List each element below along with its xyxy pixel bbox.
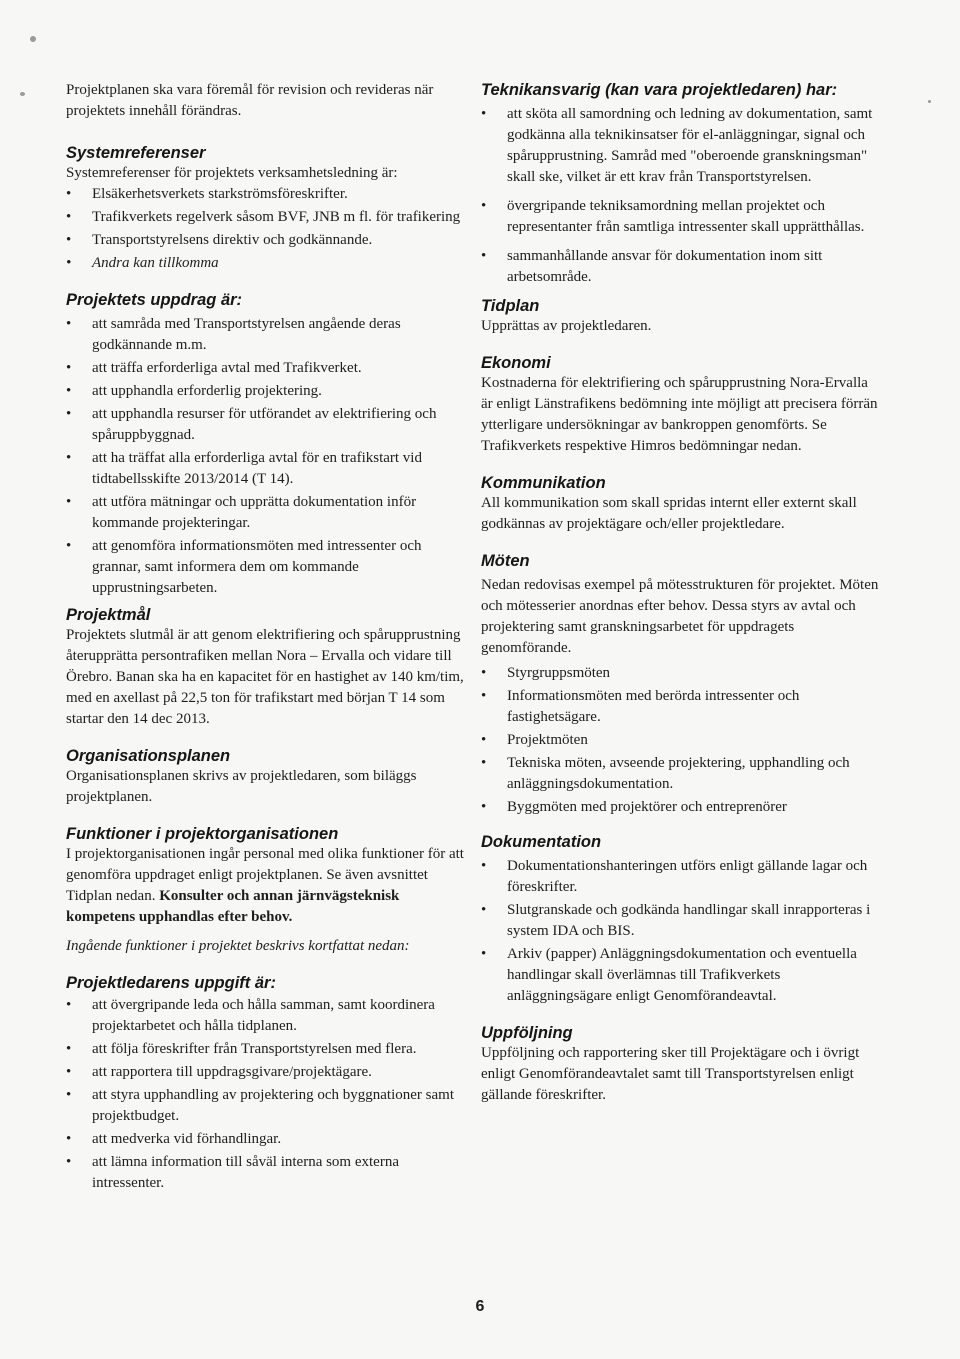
intro-paragraph: Projektplanen ska vara föremål för revision och revideras när projektets innehåll förändras. — [66, 82, 434, 119]
list-item: • Byggmöten med projektörer och entreprenörer — [481, 797, 881, 818]
list-item: • att upphandla resurser för utförandet av elektrifiering och spåruppbyggnad. — [66, 404, 466, 446]
list-item: • Dokumentationshanteringen utförs enligt gällande lagar och föreskrifter. — [481, 856, 881, 898]
list-item: • Trafikverkets regelverk såsom BVF, JNB m fl. för trafikering — [66, 207, 466, 228]
kommunikation-text: All kommunikation som skall spridas internt eller externt skall godkännas av projektägare och/eller projektledare. — [481, 495, 857, 532]
ledarens-uppgift-heading: Projektledarens uppgift är: — [66, 974, 276, 992]
scan-speck — [30, 36, 36, 42]
list-item: • sammanhållande ansvar för dokumentation inom sitt arbetsområde. — [481, 246, 881, 288]
teknikansvarig-list — [481, 104, 881, 288]
dokumentation-list — [481, 856, 881, 1007]
list-item: • att styra upphandling av projektering och byggnationer samt projektbudget. — [66, 1085, 466, 1127]
funktioner-heading: Funktioner i projektorganisationen — [66, 825, 339, 843]
funktioner-text — [66, 844, 466, 928]
organisationsplanen-heading: Organisationsplanen — [66, 747, 231, 765]
left-column — [66, 80, 466, 1196]
ekonomi-text: Kostnaderna för elektrifiering och spårupprustning Nora-Ervalla är enligt Länstrafikens bedömning inte möjligt att precisera förrän ytterligare undersökningar av bankroppen genomförts. Se Trafikverkets respektive Himros bedömningar nedan. — [481, 375, 878, 454]
moten-list — [481, 663, 881, 818]
list-item: • att samråda med Transportstyrelsen angående deras godkännande m.m. — [66, 314, 466, 356]
funktioner-text-bold: Konsulter och annan järnvägsteknisk kompetens upphandlas efter behov. — [66, 888, 400, 925]
list-item: • att utföra mätningar och upprätta dokumentation inför kommande projekteringar. — [66, 492, 466, 534]
list-item: • att träffa erforderliga avtal med Trafikverket. — [66, 358, 466, 379]
tidplan-text: Upprättas av projektledaren. — [481, 318, 652, 334]
list-item: • att medverka vid förhandlingar. — [66, 1129, 466, 1150]
funktioner-text-body: I projektorganisationen ingår personal med olika funktioner för att genomföra uppdraget enligt projektplanen. Se även avsnittet Tidplan nedan. — [66, 846, 464, 904]
list-item: • Slutgranskade och godkända handlingar skall inrapporteras i system IDA och BIS. — [481, 900, 881, 942]
list-item: • att ha träffat alla erforderliga avtal för en trafikstart vid tidtabellsskifte 2013/2014 (T 14). — [66, 448, 466, 490]
ledarens-uppgift-list — [66, 995, 466, 1194]
list-item: • att följa föreskrifter från Transportstyrelsen med flera. — [66, 1039, 466, 1060]
list-item: • övergripande tekniksamordning mellan projektet och representanter från samtliga intressenter skall upprätthållas. — [481, 196, 881, 238]
list-item: • Tekniska möten, avseende projektering, upphandling och anläggningsdokumentation. — [481, 753, 881, 795]
list-item: • Arkiv (papper) Anläggningsdokumentation och eventuella handlingar skall överlämnas till Trafikverkets anläggningsägare enligt Genomförandeavtal. — [481, 944, 881, 1007]
systemreferenser-text: Systemreferenser för projektets verksamhetsledning är: — [66, 165, 398, 181]
page-number: 6 — [475, 1298, 485, 1315]
list-item: • Styrgruppsmöten — [481, 663, 881, 684]
list-item: • att lämna information till såväl interna som externa intressenter. — [66, 1152, 466, 1194]
list-item: • Informationsmöten med berörda intressenter och fastighetsägare. — [481, 686, 881, 728]
right-column — [481, 80, 881, 1106]
list-item: • Andra kan tillkomma — [66, 253, 466, 274]
uppdrag-heading: Projektets uppdrag är: — [66, 291, 243, 309]
list-item: • Elsäkerhetsverkets starkströmsföreskrifter. — [66, 184, 466, 205]
kommunikation-heading: Kommunikation — [481, 474, 606, 492]
list-item: • Projektmöten — [481, 730, 881, 751]
uppfoljning-heading: Uppföljning — [481, 1024, 573, 1042]
list-item: • att övergripande leda och hålla samman, samt koordinera projektarbetet och hålla tidplanen. — [66, 995, 466, 1037]
moten-text: Nedan redovisas exempel på mötesstrukturen för projektet. Möten och mötesserier anordnas efter behov. Dessa styrs av avtal och projektering samt granskningsarbetet för uppdragets genomförande. — [481, 577, 879, 656]
uppfoljning-text: Uppföljning och rapportering sker till Projektägare och i övrigt enligt Genomförandeavtalet samt till Transportstyrelsen enligt gällande föreskrifter. — [481, 1045, 860, 1103]
tidplan-heading: Tidplan — [481, 297, 540, 315]
dokumentation-heading: Dokumentation — [481, 833, 602, 851]
scan-speck — [20, 92, 25, 96]
uppdrag-list — [66, 314, 466, 599]
systemreferenser-list — [66, 184, 466, 274]
list-item: • att genomföra informationsmöten med intressenter och grannar, samt informera dem om kommande upprustningsarbeten. — [66, 536, 466, 599]
teknikansvarig-heading: Teknikansvarig (kan vara projektledaren) har: — [481, 81, 838, 99]
list-item: • att sköta all samordning och ledning av dokumentation, samt godkänna alla teknikinsatser för el-anläggningar, signal och spårupprustning. Samråd med "oberoende granskningsman" skall ske, vilket är ett krav från Transportstyrelsen. — [481, 104, 881, 188]
list-item: • att upphandla erforderlig projektering. — [66, 381, 466, 402]
systemreferenser-heading: Systemreferenser — [66, 144, 206, 162]
list-item: • att rapportera till uppdragsgivare/projektägare. — [66, 1062, 466, 1083]
scan-speck — [928, 100, 931, 103]
projektmal-text: Projektets slutmål är att genom elektrifiering och spårupprustning återupprätta persontrafiken mellan Nora – Ervalla och vidare till Örebro. Banan ska ha en kapacitet för en hastighet av 140 km/tim, med en axellast på 22,5 ton för trafikstart med början T 14 som startar den 14 dec 2013. — [66, 627, 464, 727]
organisationsplanen-text: Organisationsplanen skrivs av projektledaren, som biläggs projektplanen. — [66, 768, 417, 805]
funktioner-italic-note: Ingående funktioner i projektet beskrivs kortfattat nedan: — [66, 938, 410, 954]
projektmal-heading: Projektmål — [66, 606, 151, 624]
list-item: • Transportstyrelsens direktiv och godkännande. — [66, 230, 466, 251]
ekonomi-heading: Ekonomi — [481, 354, 551, 372]
moten-heading: Möten — [481, 552, 530, 570]
